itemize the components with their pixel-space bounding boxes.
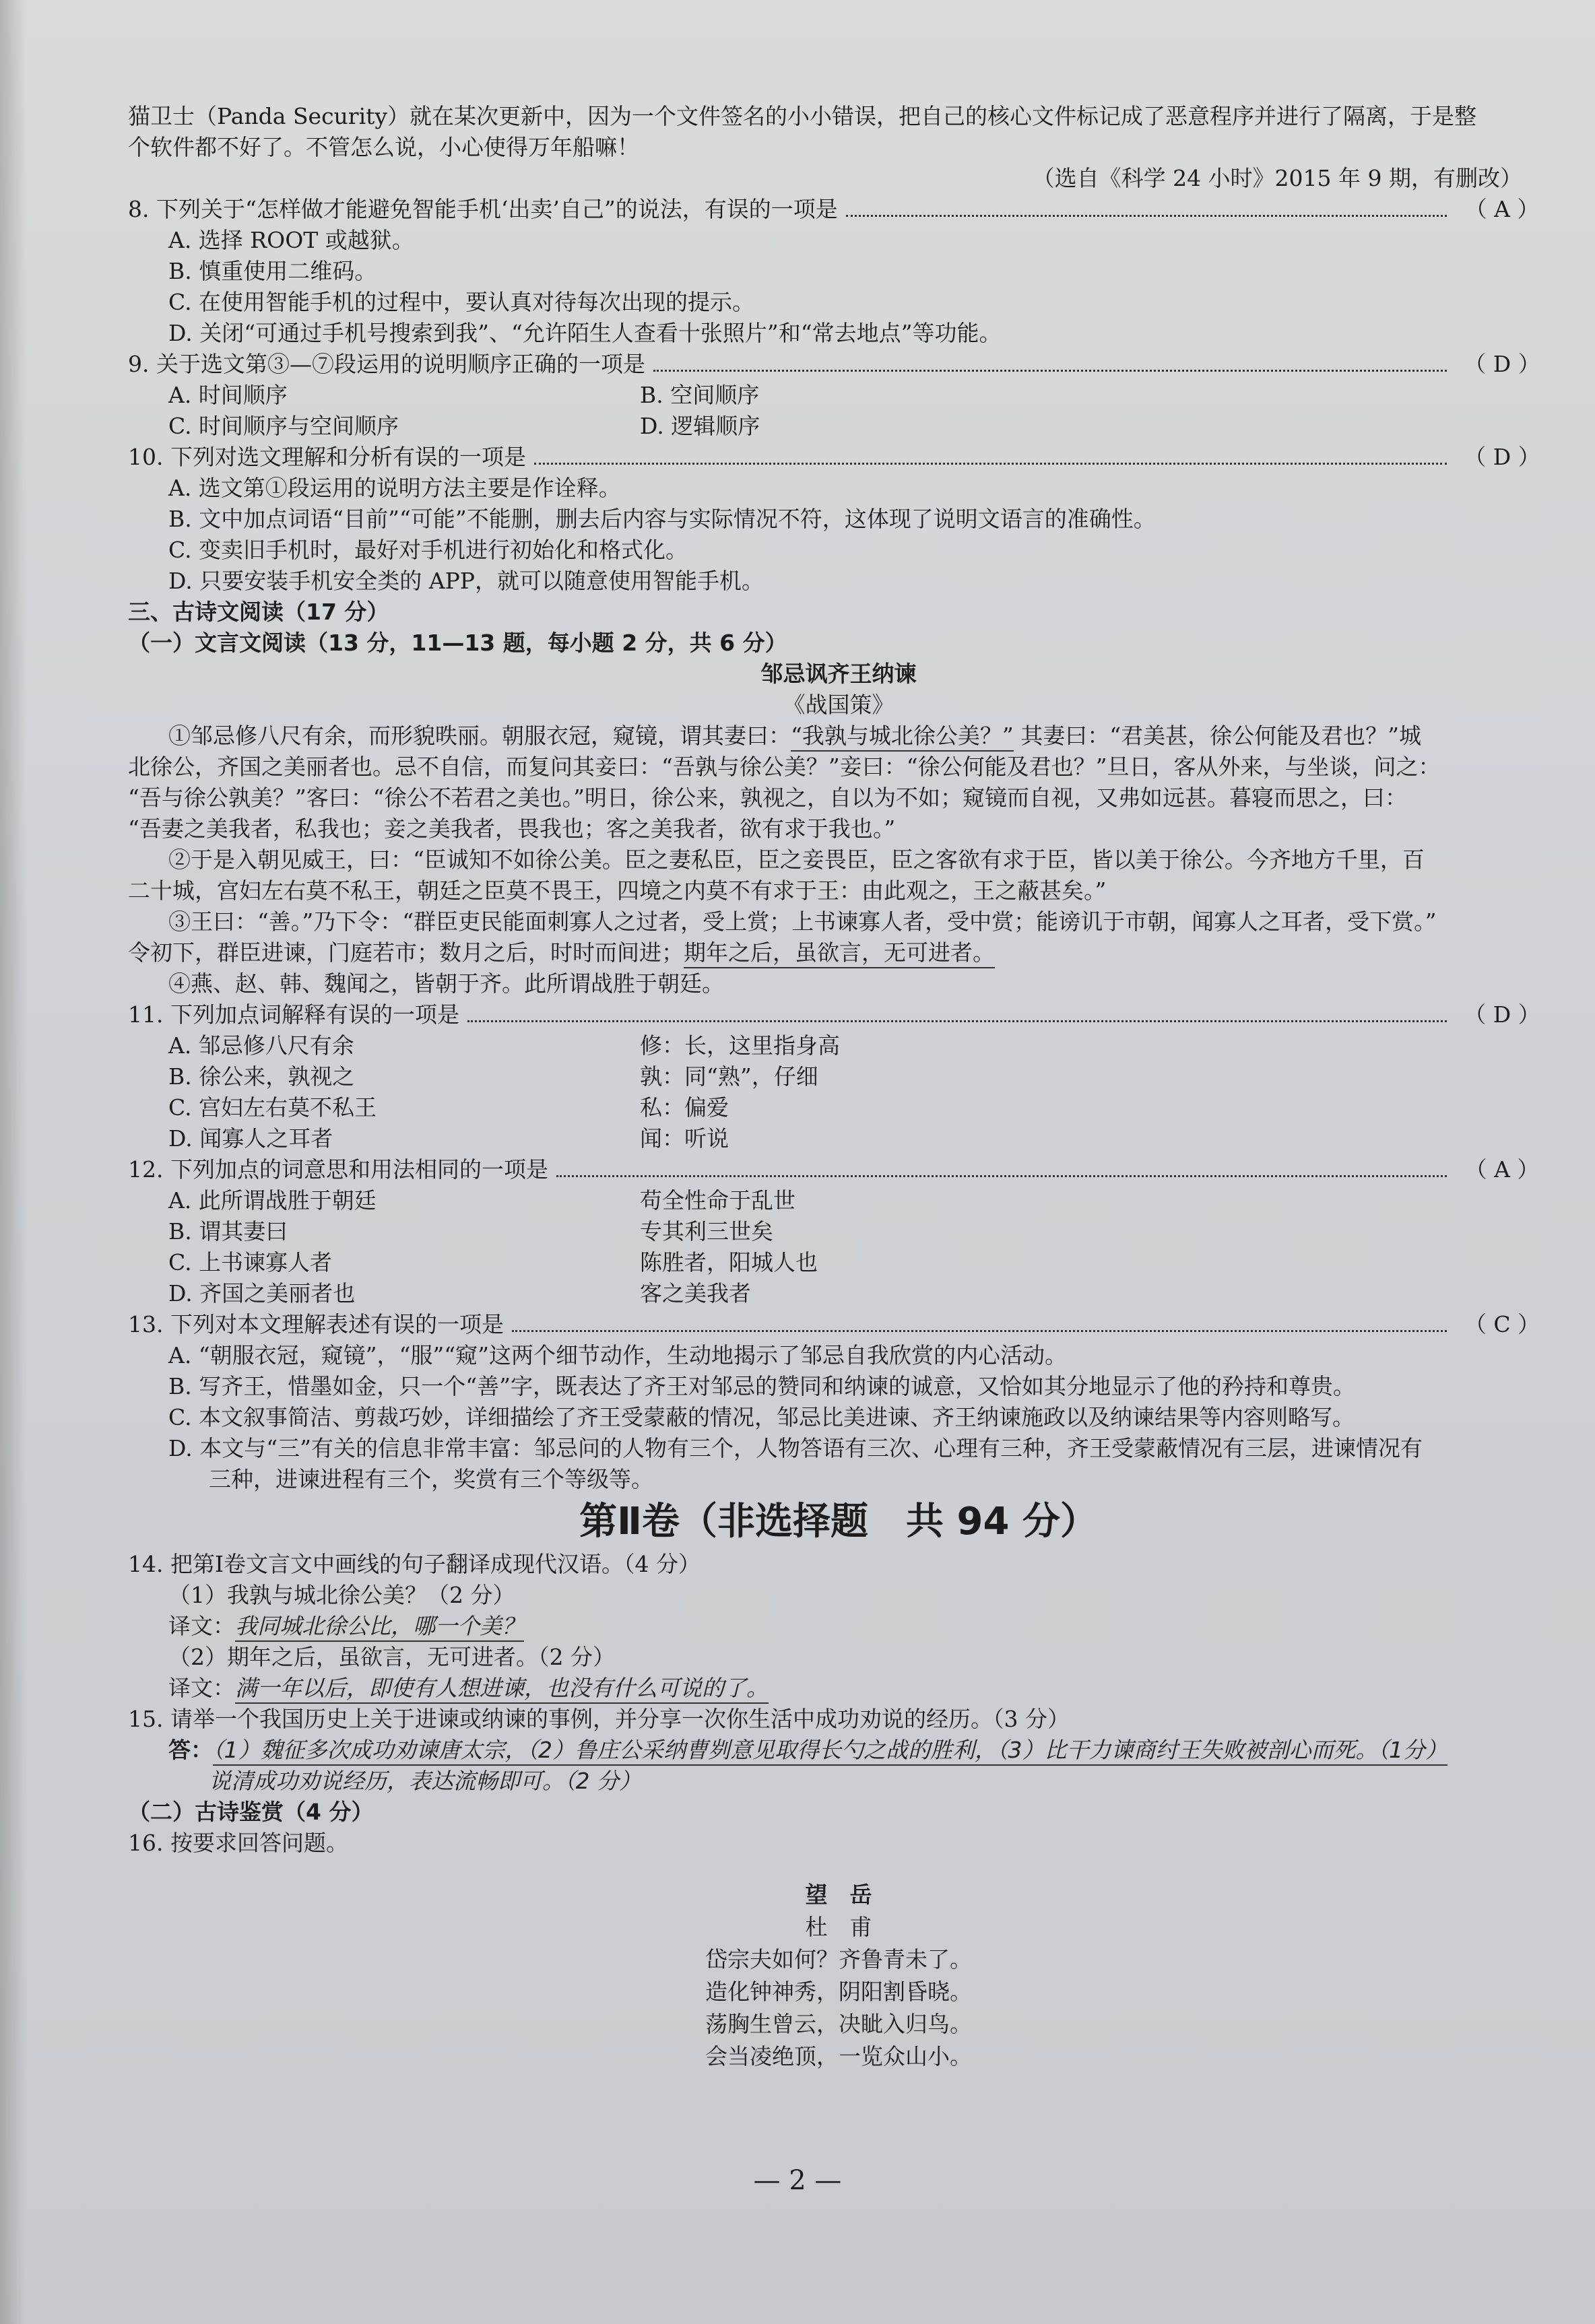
answer-15-line-1: 答：（1）魏征多次成功劝谏唐太宗，（2）鲁庄公采纳曹刿意见取得长勺之战的胜利，（3）比干力谏商纣王失败被剖心而死。（1分）: [128, 1735, 1549, 1766]
handwritten-answer: 我同城北徐公比，哪一个美？: [235, 1613, 524, 1642]
question-12-stem: 12. 下列加点的词意思和用法相同的一项是 （ A ）: [128, 1154, 1549, 1185]
question-9-stem: 9. 关于选文第③—⑦段运用的说明顺序正确的一项是 （ D ）: [128, 349, 1549, 380]
question-16-stem: 16. 按要求回答问题。: [128, 1830, 348, 1856]
option-row-a: A. 邹忌修八尺有余 修：长，这里指身高: [168, 1032, 840, 1059]
answer-15-line-2: 说清成功劝说经历，表达流畅即可。（2 分）: [209, 1768, 641, 1794]
option-c: C. 在使用智能手机的过程中，要认真对待每次出现的提示。: [168, 289, 755, 315]
underlined-sentence-2: 期年之后，虽欲言，无可进者。: [684, 939, 995, 968]
question-9-answer: （ D ）: [1464, 351, 1540, 377]
question-8-answer: （ A ）: [1464, 196, 1540, 222]
page-shadow: [0, 0, 27, 2324]
underlined-sentence-1: “我孰与城北徐公美？”: [791, 723, 1014, 752]
question-13-stem: 13. 下列对本文理解表述有误的一项是 （ C ）: [128, 1309, 1549, 1340]
question-10-answer: （ D ）: [1464, 444, 1540, 470]
question-14-stem: 14. 把第Ⅰ卷文言文中画线的句子翻译成现代汉语。（4 分）: [128, 1551, 701, 1577]
poem-line-3: 荡胸生曾云，决眦入归鸟。: [705, 2011, 972, 2037]
leader-dots: [653, 354, 1447, 372]
page-number: — 2 —: [753, 2165, 842, 2196]
part-2-title: 第Ⅱ卷（非选择题 共 94 分）: [579, 1500, 1098, 1543]
passage-end-line-1: 猫卫士（Panda Security）就在某次更新中，因为一个文件签名的小小错误，把自己的核心文件标记成了恶意程序并进行了隔离，于是整: [128, 103, 1477, 129]
option-b: B. 慎重使用二维码。: [168, 258, 377, 284]
option-b: B. 文中加点词语“目前”“可能”不能删，删去后内容与实际情况不符，这体现了说明文语言的准确性。: [168, 506, 1156, 532]
option-a: A. 选文第①段运用的说明方法主要是作诠释。: [168, 475, 621, 501]
option-row-b: B. 徐公来，孰视之 孰：同“熟”，仔细: [168, 1063, 818, 1090]
option-c: C. 时间顺序与空间顺序: [168, 413, 399, 439]
option-row-d: D. 齐国之美丽者也 客之美我者: [168, 1280, 751, 1306]
classical-title: 邹忌讽齐王纳谏: [760, 661, 917, 687]
option-b: B. 空间顺序: [640, 382, 760, 408]
poem-title: 望 岳: [805, 1882, 872, 1908]
classical-line-1: ①邹忌修八尺有余，而形貌昳丽。朝服衣冠，窥镜，谓其妻曰：“我孰与城北徐公美？” 其妻曰：“君美甚，徐公何能及君也？”城: [128, 721, 1549, 752]
question-14-sub-1: （1）我孰与城北徐公美？（2 分）: [168, 1582, 515, 1608]
option-row-b: B. 谓其妻曰 专其利三世矣: [168, 1218, 773, 1244]
classical-line-2: 北徐公，齐国之美丽者也。忌不自信，而复问其妾曰：“吾孰与徐公美？”妾曰：“徐公何能及君也？”旦日，客从外来，与坐谈，问之：: [128, 754, 1441, 780]
option-a: A. 选择 ROOT 或越狱。: [168, 227, 414, 253]
question-12-answer: （ A ）: [1464, 1156, 1540, 1183]
leader-dots: [846, 199, 1447, 217]
option-a: A. “朝服衣冠，窥镜”，“服”“窥”这两个细节动作，生动地揭示了邹忌自我欣赏的内心活动。: [168, 1342, 1068, 1368]
option-row-d: D. 闻寡人之耳者 闻：听说: [168, 1125, 729, 1152]
poem-line-2: 造化钟神秀，阴阳割昏晓。: [705, 1979, 972, 2005]
poem-author: 杜 甫: [805, 1914, 872, 1940]
question-9-options-row-2: [128, 411, 1549, 442]
classical-line-6: 二十城，宫妇左右莫不私王，朝廷之臣莫不畏王，四境之内莫不有求于王：由此观之，王之蔽甚矣。”: [128, 877, 1107, 904]
question-13-answer: （ C ）: [1464, 1311, 1540, 1337]
classical-line-9: ④燕、赵、韩、魏闻之，皆朝于齐。此所谓战胜于朝廷。: [168, 970, 724, 997]
question-14-sub-2: （2）期年之后，虽欲言，无可进者。（2 分）: [168, 1644, 615, 1670]
option-c: C. 变卖旧手机时，最好对手机进行初始化和格式化。: [168, 537, 688, 563]
question-10-stem: 10. 下列对选文理解和分析有误的一项是 （ D ）: [128, 442, 1549, 473]
passage-source: （选自《科学 24 小时》2015 年 9 期，有删改）: [1032, 165, 1522, 191]
page-content: [128, 101, 1549, 2073]
handwritten-answer: （1）魏征多次成功劝谏唐太宗，（2）鲁庄公采纳曹刿意见取得长勺之战的胜利，（3）比干力谏商纣王失败被剖心而死。（1分）: [213, 1737, 1447, 1766]
leader-dots: [534, 446, 1447, 465]
option-d: D. 只要安装手机安全类的 APP，就可以随意使用智能手机。: [168, 568, 764, 594]
classical-line-8: 令初下，群臣进谏，门庭若市；数月之后，时时而间进；期年之后，虽欲言，无可进者。: [128, 937, 1549, 968]
option-a: A. 时间顺序: [168, 382, 288, 408]
leader-dots: [512, 1314, 1447, 1332]
classical-line-4: “吾妻之美我者，私我也；妾之美我者，畏我也；客之美我者，欲有求于我也。”: [128, 816, 896, 842]
option-d: D. 本文与“三”有关的信息非常丰富：邹忌问的人物有三个，人物答语有三次、心理有三种，齐王受蒙蔽情况有三层，进谏情况有: [168, 1435, 1423, 1461]
section-3b-heading: （二）古诗鉴赏（4 分）: [128, 1799, 374, 1825]
passage-end-line-2: 个软件都不好了。不管怎么说，小心使得万年船嘛！: [128, 134, 639, 160]
leader-dots: [556, 1159, 1447, 1177]
option-b: B. 写齐王，惜墨如金，只一个“善”字，既表达了齐王对邹忌的赞同和纳谏的诚意，又恰如其分地显示了他的矜持和尊贵。: [168, 1373, 1355, 1399]
poem-line-1: 岱宗夫如何？齐鲁青未了。: [705, 1946, 972, 1972]
leader-dots: [467, 1004, 1447, 1022]
option-c: C. 本文叙事简洁、剪裁巧妙，详细描绘了齐王受蒙蔽的情况，邹忌比美进谏、齐王纳谏施政以及纳谏结果等内容则略写。: [168, 1404, 1355, 1430]
poem-line-4: 会当凌绝顶，一览众山小。: [705, 2043, 972, 2069]
section-3a-heading: （一）文言文阅读（13 分，11—13 题，每小题 2 分，共 6 分）: [128, 630, 787, 656]
option-d-continued: 三种，进谏进程有三个，奖赏有三个等级等。: [209, 1466, 653, 1492]
classical-line-3: “吾与徐公孰美？”客曰：“徐公不若君之美也。”明日，徐公来，孰视之，自以为不如；窥镜而自视，又弗如远甚。暮寝而思之，曰：: [128, 785, 1407, 811]
question-15-stem: 15. 请举一个我国历史上关于进谏或纳谏的事例，并分享一次你生活中成功劝说的经历。（3 分）: [128, 1706, 1070, 1732]
option-row-a: A. 此所谓战胜于朝廷 苟全性命于乱世: [168, 1187, 795, 1214]
option-row-c: C. 上书谏寡人者 陈胜者，阳城人也: [168, 1249, 818, 1275]
option-row-c: C. 宫妇左右莫不私王 私：偏爱: [168, 1094, 729, 1121]
handwritten-answer: 满一年以后，即使有人想进谏，也没有什么可说的了。: [235, 1675, 769, 1704]
classical-book: 《战国策》: [783, 692, 894, 718]
question-11-answer: （ D ）: [1464, 1001, 1540, 1028]
classical-line-7: ③王曰：“善。”乃下令：“群臣吏民能面刺寡人之过者，受上赏；上书谏寡人者，受中赏；能谤讥于市朝，闻寡人之耳者，受下赏。”: [168, 908, 1437, 935]
option-d: D. 逻辑顺序: [640, 413, 760, 439]
classical-line-5: ②于是入朝见威王，曰：“臣诚知不如徐公美。臣之妻私臣，臣之妾畏臣，臣之客欲有求于臣，皆以美于徐公。今齐地方千里，百: [168, 846, 1425, 873]
question-9-options-row-1: [128, 380, 1549, 411]
translation-1: 译文：我同城北徐公比，哪一个美？: [128, 1611, 1549, 1642]
question-8-stem: 8. 下列关于“怎样做才能避免智能手机‘出卖’自己”的说法，有误的一项是 （ A ）: [128, 194, 1549, 225]
section-3-heading: 三、古诗文阅读（17 分）: [128, 599, 389, 625]
option-d: D. 关闭“可通过手机号搜索到我”、“允许陌生人查看十张照片”和“常去地点”等功能。: [168, 320, 1002, 346]
translation-2: 译文：满一年以后，即使有人想进谏，也没有什么可说的了。: [128, 1673, 1549, 1704]
question-11-stem: 11. 下列加点词解释有误的一项是 （ D ）: [128, 999, 1549, 1030]
